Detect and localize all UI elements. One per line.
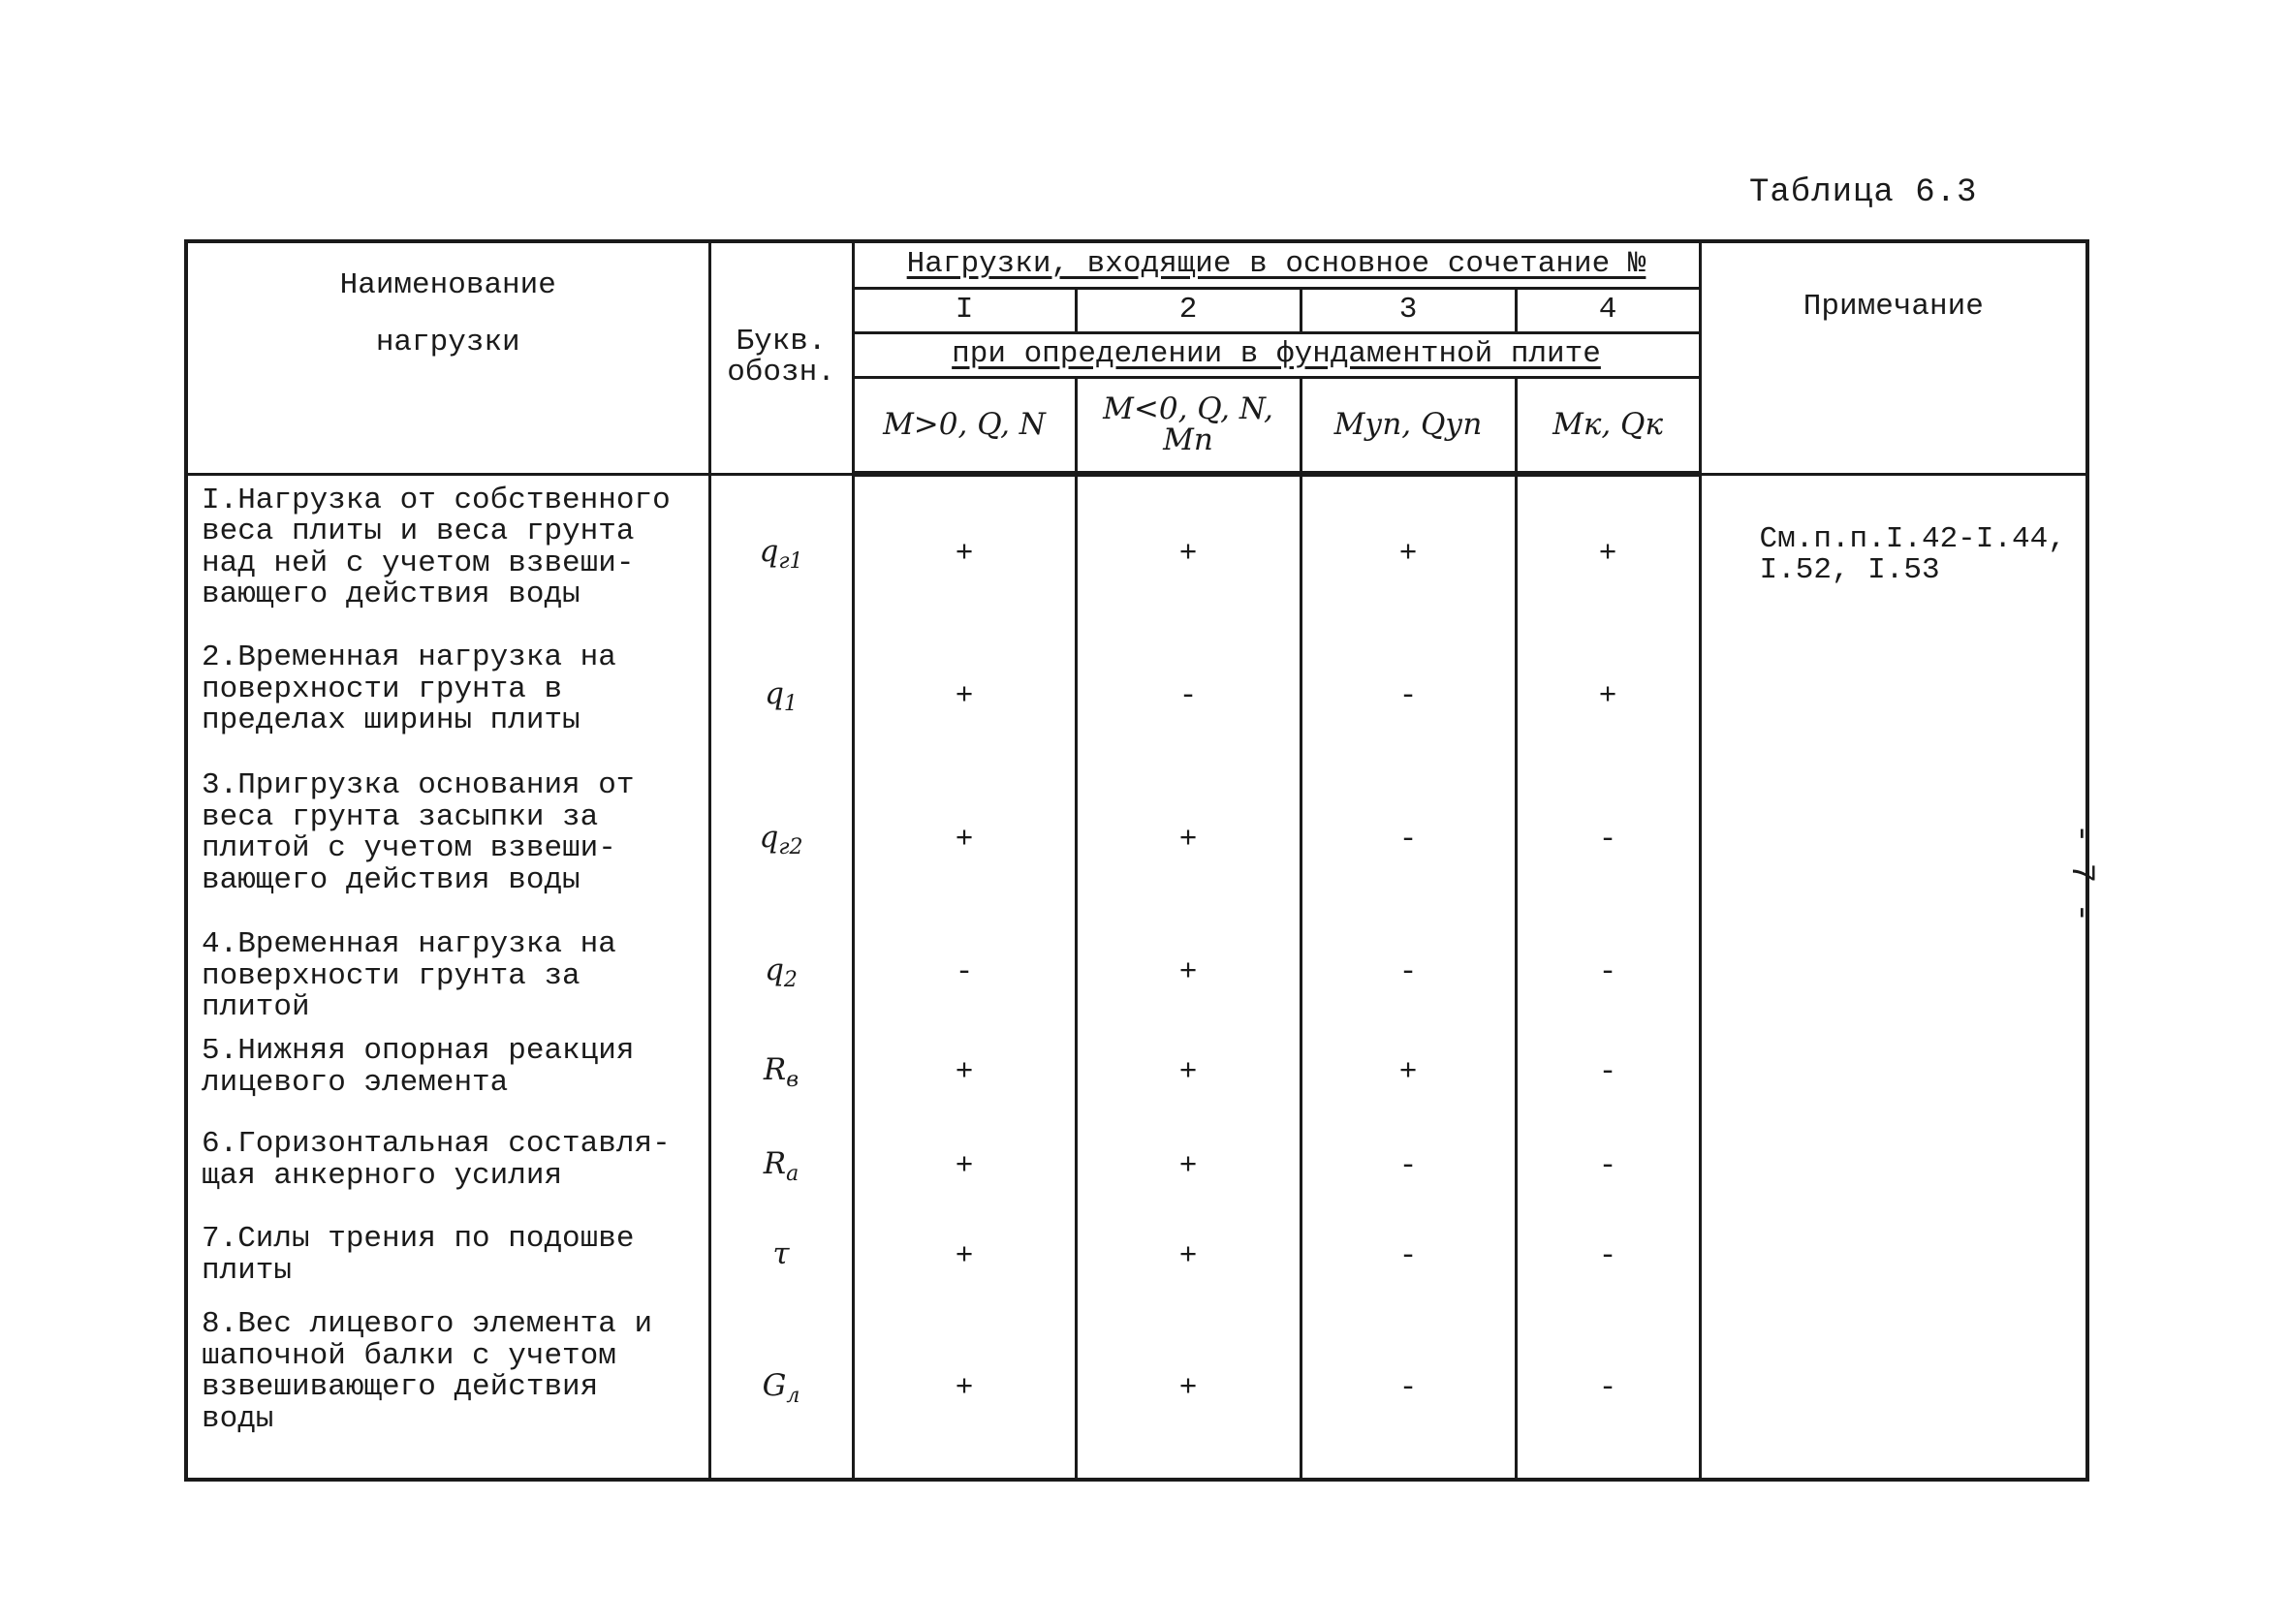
symbol-letter: R <box>763 1145 787 1181</box>
mark-cell: + <box>1076 1214 1301 1299</box>
loads-table <box>184 239 2089 1482</box>
load-symbol <box>709 633 853 761</box>
mark-cell: - <box>1301 633 1516 761</box>
mark-cell: + <box>1076 1119 1301 1214</box>
symbol-letter: G <box>762 1367 787 1403</box>
mark-cell: - <box>1516 1119 1700 1214</box>
mark-cell: - <box>1516 1299 1700 1480</box>
mark-cell: + <box>1301 1026 1516 1119</box>
load-symbol <box>709 1026 853 1119</box>
mark-cell: + <box>1516 474 1700 633</box>
load-symbol <box>709 1119 853 1214</box>
note-cell: См.п.п.I.42-I.44, I.52, I.53 <box>1700 474 2087 1480</box>
load-symbol <box>709 1214 853 1299</box>
header-definition-text: при определении в фундаментной плите <box>952 336 1601 371</box>
mark-cell: - <box>1301 1119 1516 1214</box>
header-name-line-2: нагрузки <box>375 325 520 359</box>
header-column-4: 4 <box>1516 288 1700 332</box>
header-symbol: Букв. обозн. <box>709 241 853 474</box>
mark-cell: + <box>1076 1026 1301 1119</box>
mark-cell: - <box>1516 761 1700 920</box>
symbol-subscript: л <box>786 1384 800 1409</box>
mark-cell: + <box>853 1119 1076 1214</box>
load-name: 5.Нижняя опорная реакция лицевого элемента <box>186 1026 709 1119</box>
mark-cell: + <box>853 761 1076 920</box>
load-name: I.Нагрузка от собственного веса плиты и веса грунта над ней с учетом взвеши- вающего действия воды <box>186 474 709 633</box>
symbol-letter: q <box>765 675 784 711</box>
symbol-subscript: г1 <box>778 548 803 574</box>
table-title: Таблица 6.3 <box>1749 174 1978 211</box>
symbol-letter: τ <box>772 1235 790 1271</box>
mark-cell: - <box>1516 1214 1700 1299</box>
load-name: 8.Вес лицевого элемента и шапочной балки с учетом взвешивающего действия воды <box>186 1299 709 1480</box>
symbol-subscript: 1 <box>783 692 798 717</box>
mark-cell: + <box>1516 633 1700 761</box>
header-combination-text: Нагрузки, входящие в основное сочетание № <box>906 246 1646 281</box>
symbol-subscript: 2 <box>783 968 798 993</box>
load-name: 6.Горизонтальная составля- щая анкерного усилия <box>186 1119 709 1214</box>
mark-cell: + <box>1076 920 1301 1026</box>
load-name: 2.Временная нагрузка на поверхности грунта в пределах ширины плиты <box>186 633 709 761</box>
mark-cell: + <box>1076 474 1301 633</box>
load-name: 3.Пригрузка основания от веса грунта засыпки за плитой с учетом взвеши- вающего действия воды <box>186 761 709 920</box>
header-force-2: M<0, Q, N, Mп <box>1076 377 1301 474</box>
symbol-letter: q <box>765 952 784 987</box>
mark-cell: + <box>853 633 1076 761</box>
mark-cell: + <box>853 1026 1076 1119</box>
header-force-4: Mк, Qк <box>1516 377 1700 474</box>
table-row <box>186 474 2087 633</box>
mark-cell: + <box>1301 474 1516 633</box>
mark-cell: + <box>853 1299 1076 1480</box>
mark-cell: + <box>853 474 1076 633</box>
mark-cell: + <box>1076 1299 1301 1480</box>
header-note: Примечание <box>1700 241 2087 474</box>
mark-cell: + <box>1076 761 1301 920</box>
mark-cell: - <box>1301 1299 1516 1480</box>
mark-cell: - <box>853 920 1076 1026</box>
page-number: - 7 - <box>2062 824 2099 923</box>
mark-cell: + <box>853 1214 1076 1299</box>
header-definition <box>853 332 1700 377</box>
mark-cell: - <box>1301 920 1516 1026</box>
symbol-letter: q <box>759 819 779 855</box>
header-name-line-1: Наименование <box>339 268 556 302</box>
header-force-1: M>0, Q, N <box>853 377 1076 474</box>
load-symbol <box>709 474 853 633</box>
mark-cell: - <box>1301 761 1516 920</box>
header-column-1: I <box>853 288 1076 332</box>
mark-cell: - <box>1076 633 1301 761</box>
header-force-3: Mуп, Qуп <box>1301 377 1516 474</box>
header-name <box>186 241 709 474</box>
load-symbol <box>709 761 853 920</box>
mark-cell: - <box>1301 1214 1516 1299</box>
load-symbol <box>709 1299 853 1480</box>
mark-cell: - <box>1516 1026 1700 1119</box>
load-name: 7.Силы трения по подошве плиты <box>186 1214 709 1299</box>
header-column-2: 2 <box>1076 288 1301 332</box>
load-symbol <box>709 920 853 1026</box>
symbol-letter: R <box>763 1051 787 1087</box>
symbol-subscript: a <box>786 1162 800 1187</box>
header-column-3: 3 <box>1301 288 1516 332</box>
symbol-subscript: г2 <box>778 835 803 860</box>
symbol-letter: q <box>759 533 779 569</box>
mark-cell: - <box>1516 920 1700 1026</box>
load-name: 4.Временная нагрузка на поверхности грунта за плитой <box>186 920 709 1026</box>
symbol-subscript: в <box>786 1068 800 1093</box>
header-combination <box>853 241 1700 288</box>
